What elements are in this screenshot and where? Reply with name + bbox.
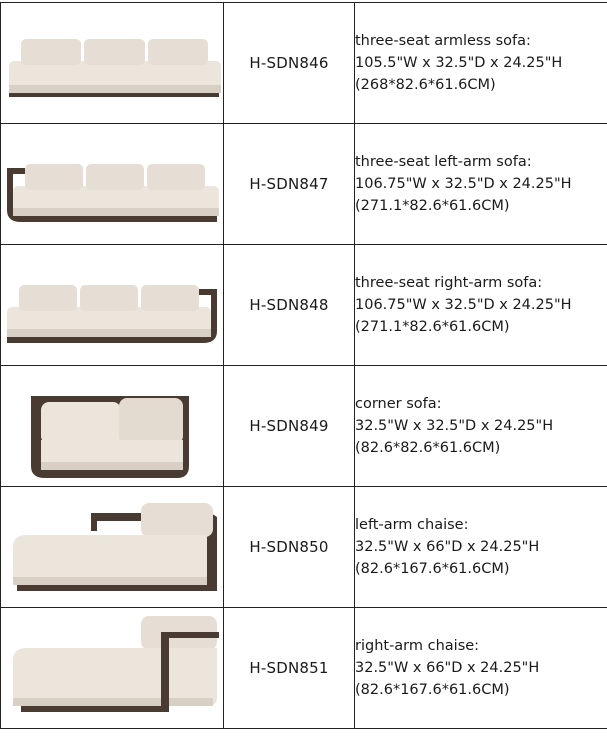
- product-name: right-arm chaise:: [355, 638, 480, 654]
- product-name: corner sofa:: [355, 396, 442, 412]
- table-row: [1, 245, 607, 366]
- product-size-cm: (82.6*167.6*61.6CM): [355, 682, 510, 698]
- table-row: [1, 487, 607, 608]
- product-image-cell: [1, 245, 224, 366]
- product-code: H-SDN851: [224, 608, 355, 729]
- product-size-inches: 106.75"W x 32.5"D x 24.25"H: [355, 297, 572, 313]
- corner-sofa-image: [1, 366, 223, 486]
- product-size-cm: (82.6*167.6*61.6CM): [355, 561, 510, 577]
- three-seat-armless-sofa-image: [1, 3, 223, 123]
- product-code: H-SDN847: [224, 124, 355, 245]
- product-description: [355, 608, 607, 729]
- product-size-inches: 32.5"W x 32.5"D x 24.25"H: [355, 418, 554, 434]
- product-code: H-SDN850: [224, 487, 355, 608]
- product-size-cm: (271.1*82.6*61.6CM): [355, 319, 510, 335]
- product-image-cell: [1, 3, 224, 124]
- product-name: three-seat right-arm sofa:: [355, 275, 543, 291]
- product-image-cell: [1, 124, 224, 245]
- product-description: [355, 3, 607, 124]
- product-description: [355, 245, 607, 366]
- product-size-cm: (82.6*82.6*61.6CM): [355, 440, 501, 456]
- table-row: [1, 124, 607, 245]
- product-description: [355, 487, 607, 608]
- product-name: three-seat left-arm sofa:: [355, 154, 532, 170]
- product-size-inches: 32.5"W x 66"D x 24.25"H: [355, 660, 540, 676]
- right-arm-chaise-image: [1, 608, 223, 728]
- product-name: three-seat armless sofa:: [355, 33, 531, 49]
- product-image-cell: [1, 608, 224, 729]
- three-seat-right-arm-sofa-image: [1, 245, 223, 365]
- product-code: H-SDN848: [224, 245, 355, 366]
- table-row: [1, 608, 607, 729]
- product-spec-table: [0, 2, 607, 729]
- product-code: H-SDN849: [224, 366, 355, 487]
- three-seat-left-arm-sofa-image: [1, 124, 223, 244]
- product-size-cm: (271.1*82.6*61.6CM): [355, 198, 510, 214]
- product-image-cell: [1, 487, 224, 608]
- table-row: [1, 3, 607, 124]
- product-size-inches: 32.5"W x 66"D x 24.25"H: [355, 539, 540, 555]
- product-size-inches: 106.75"W x 32.5"D x 24.25"H: [355, 176, 572, 192]
- product-code: H-SDN846: [224, 3, 355, 124]
- product-size-cm: (268*82.6*61.6CM): [355, 77, 496, 93]
- product-description: [355, 124, 607, 245]
- product-size-inches: 105.5"W x 32.5"D x 24.25"H: [355, 55, 563, 71]
- product-image-cell: [1, 366, 224, 487]
- table-row: [1, 366, 607, 487]
- product-description: [355, 366, 607, 487]
- product-name: left-arm chaise:: [355, 517, 469, 533]
- left-arm-chaise-image: [1, 487, 223, 607]
